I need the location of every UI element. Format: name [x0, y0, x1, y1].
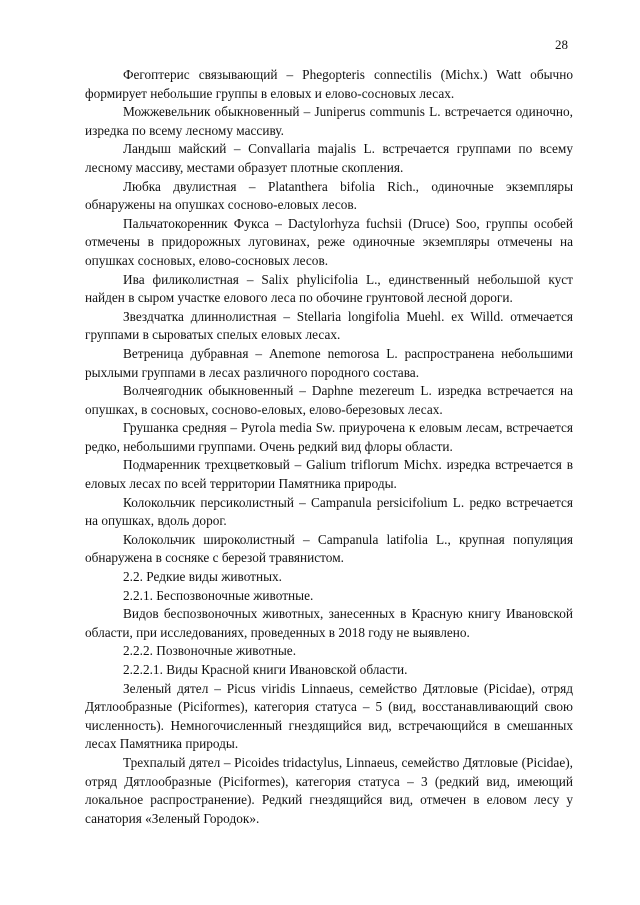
- paragraph-picoides: Трехпалый дятел – Picoides tridactylus, Linnaeus, семейство Дятловые (Picidae), отряд Дятлообразные (Piciformes), категория статуса – 3 (редкий вид, имеющий локальное распространение). Редкий гнездящийся вид, отмечен в еловом лесу у санатория «Зеленый Городок».: [85, 754, 573, 826]
- section-heading-rare-animals: 2.2. Редкие виды животных.: [123, 569, 282, 585]
- paragraph-galium: Подмаренник трехцветковый – Galium triflorum Michx. изредка встречается в еловых лесах по всей территории Памятника природы.: [85, 457, 573, 492]
- paragraph-invertebrates: Видов беспозвоночных животных, занесенных в Красную книгу Ивановской области, при исследованиях, проведенных в 2018 году не выявлено.: [85, 606, 573, 640]
- paragraph-convallaria: Ландыш майский – Convallaria majalis L. встречается группами по всему лесному массиву, местами образует плотные скопления.: [85, 141, 573, 175]
- paragraph-anemone: Ветреница дубравная – Anemone nemorosa L. распространена небольшими рыхлыми группами в лесах различного породного состава.: [85, 345, 573, 380]
- paragraph-juniperus: Можжевельник обыкновенный – Juniperus communis L. встречается одиночно, изредка по всему лесному массиву.: [85, 104, 573, 138]
- section-heading-vertebrates: 2.2.2. Позвоночные животные.: [123, 643, 297, 659]
- paragraph-salix: Ива филиколистная – Salix phylicifolia L., единственный небольшой куст найден в сыром участке елового леса по обочине грунтовой лесной дороги.: [85, 271, 573, 306]
- paragraph-picus-viridis: Зеленый дятел – Picus viridis Linnaeus, семейство Дятловые (Picidae), отряд Дятлообразные (Piciformes), категория статуса – 5 (вид, восстанавливающий свою численность). Немногочисленный гнездящийся вид, встречающийся в смешанных лесах Памятника природы.: [85, 680, 573, 752]
- body-text: [85, 66, 573, 828]
- paragraph-campanula-latifolia: Колокольчик широколистный – Campanula latifolia L., крупная популяция обнаружена в сосняке с березой травянистом.: [85, 531, 573, 566]
- paragraph-stellaria: Звездчатка длиннолистная – Stellaria longifolia Muehl. ex Willd. отмечается группами в сыроватых спелых еловых лесах.: [85, 308, 573, 343]
- paragraph-dactylorhyza: Пальчатокоренник Фукса – Dactylorhyza fuchsii (Druce) Soo, группы особей отмечены в придорожных луговинах, реже одиночные экземпляры отмечены на опушках сосновых, елово-сосновых лесов.: [85, 215, 573, 268]
- paragraph-platanthera: Любка двулистная – Platanthera bifolia Rich., одиночные экземпляры обнаружены на опушках сосново-еловых лесов.: [85, 178, 573, 213]
- paragraph-daphne: Волчеягодник обыкновенный – Daphne mezereum L. изредка встречается на опушках, в сосновых, сосново-еловых, елово-березовых лесах.: [85, 383, 573, 417]
- section-heading-invertebrates: 2.2.1. Беспозвоночные животные.: [123, 587, 314, 603]
- paragraph-campanula-persicifolium: Колокольчик персиколистный – Campanula persicifolium L. редко встречается на опушках, вдоль дорог.: [85, 494, 573, 529]
- paragraph-pyrola: Грушанка средняя – Pyrola media Sw. приурочена к еловым лесам, встречается редко, небольшими группами. Очень редкий вид флоры области.: [85, 420, 573, 454]
- section-heading-red-book: 2.2.2.1. Виды Красной книги Ивановской области.: [123, 662, 408, 677]
- page-number: 28: [555, 37, 568, 52]
- paragraph-phegopteris: Фегоптерис связывающий – Phegopteris connectilis (Michx.) Watt обычно формирует небольшие группы в еловых и елово-сосновых лесах.: [85, 67, 573, 101]
